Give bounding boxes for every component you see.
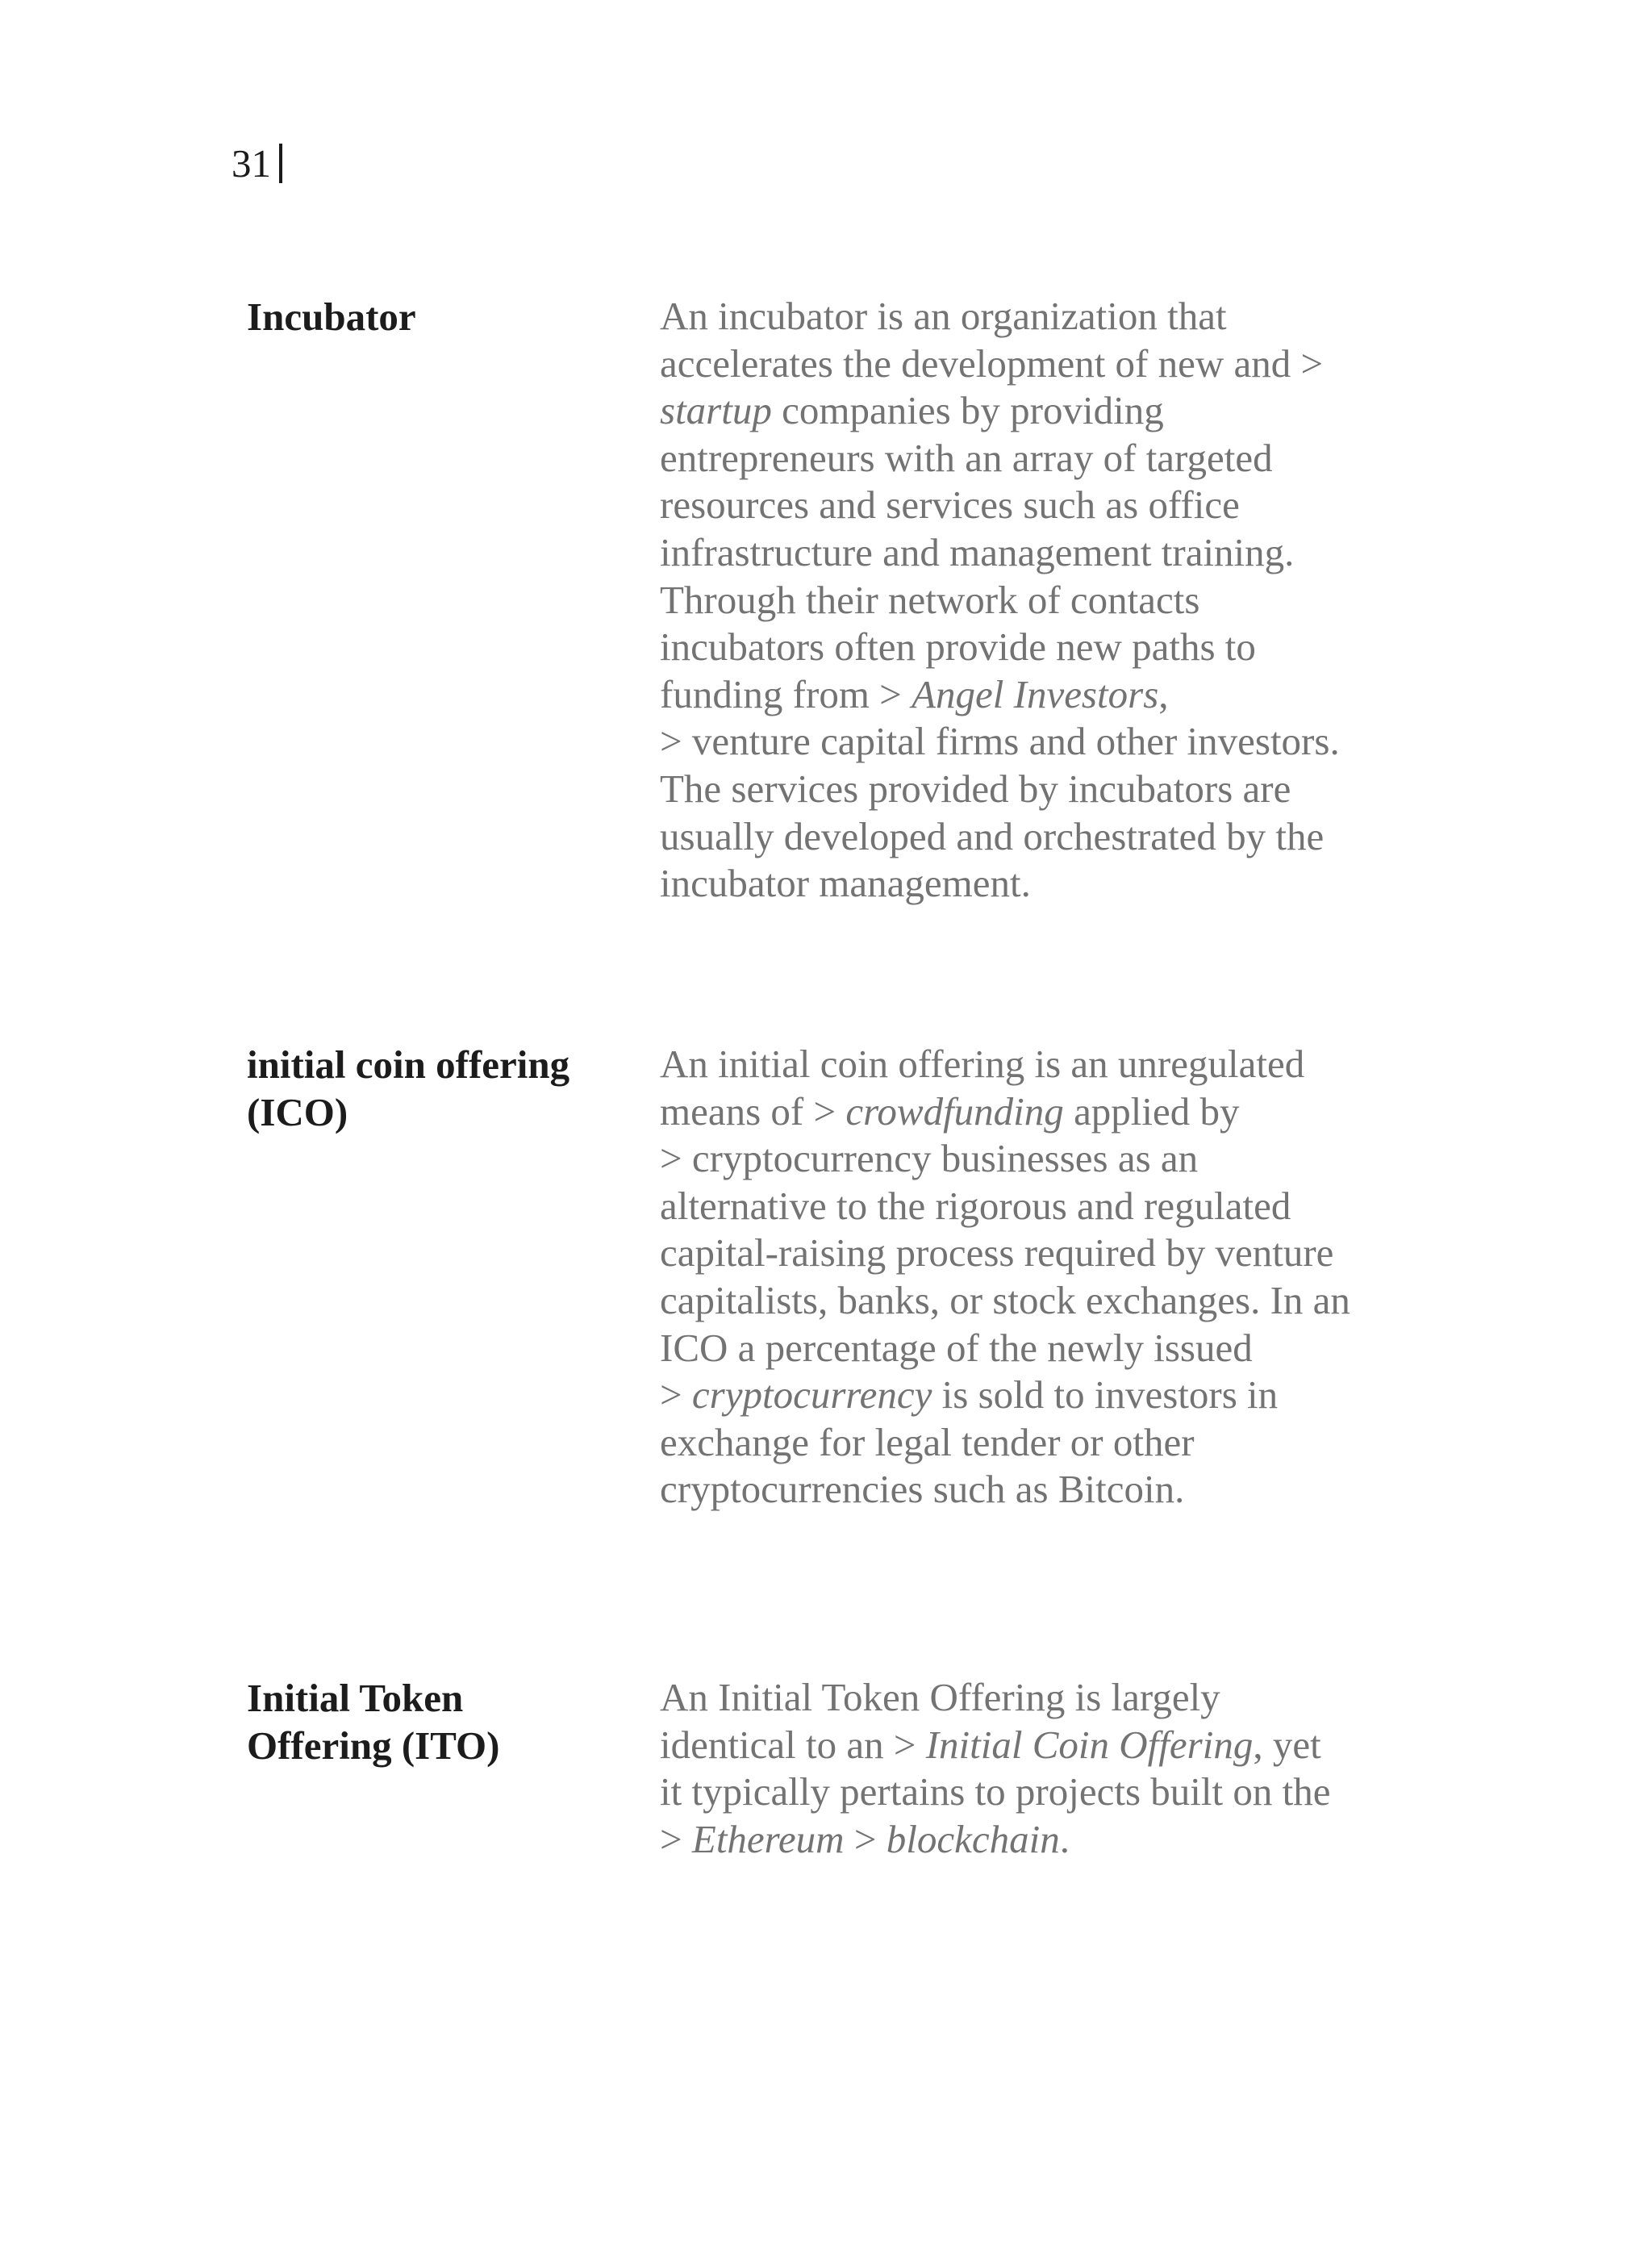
- definition-text: Through their network of contacts: [660, 577, 1200, 622]
- definition-text: >: [660, 1372, 692, 1418]
- definition-line: [660, 1816, 1410, 1864]
- cross-reference: Angel Investors: [912, 671, 1159, 716]
- glossary-term: [247, 1674, 618, 1769]
- definition-text: .: [1059, 1816, 1070, 1861]
- definition-line: [660, 671, 1410, 719]
- definition-text: ,: [1158, 671, 1169, 716]
- term-line: Incubator: [247, 294, 416, 339]
- definition-text: An Initial Token Offering is largely: [660, 1675, 1220, 1719]
- definition-text: accelerates the development of new and >: [660, 340, 1324, 386]
- definition-line: [660, 435, 1410, 482]
- definition-line: [660, 1041, 1410, 1088]
- definition-text: >: [844, 1816, 886, 1861]
- definition-line: [660, 1325, 1410, 1372]
- cross-reference: cryptocurrency: [691, 1372, 932, 1418]
- definition-text: capital-raising process required by venture: [660, 1230, 1334, 1276]
- definition-line: [660, 1135, 1410, 1183]
- term-line: Initial Token: [247, 1676, 464, 1720]
- definition-text: exchange for legal tender or other: [660, 1419, 1195, 1464]
- definition-text: > venture capital firms and other investors.: [660, 719, 1340, 764]
- definition-text: ICO a percentage of the newly issued: [660, 1325, 1253, 1370]
- definition-text: usually developed and orchestrated by the: [660, 813, 1325, 858]
- definition-text: means of >: [660, 1088, 846, 1134]
- definition-line: [660, 340, 1410, 388]
- definition-line: [660, 1183, 1410, 1230]
- glossary-term: [247, 1041, 618, 1136]
- definition-text: capitalists, banks, or stock exchanges. In an: [660, 1277, 1350, 1322]
- definition-text: identical to an >: [660, 1722, 926, 1767]
- cross-reference: blockchain: [886, 1816, 1060, 1861]
- definition-text: alternative to the rigorous and regulated: [660, 1183, 1291, 1228]
- definition-line: [660, 1230, 1410, 1277]
- cross-reference: Ethereum: [691, 1816, 845, 1861]
- definition-line: [660, 577, 1410, 624]
- definition-text: funding from >: [660, 671, 912, 716]
- definition-line: [660, 860, 1410, 908]
- definition-line: [660, 766, 1410, 813]
- definition-text: , yet: [1253, 1722, 1321, 1767]
- term-line: initial coin offering: [247, 1042, 570, 1087]
- definition-text: infrastructure and management training.: [660, 529, 1295, 574]
- definition-text: resources and services such as office: [660, 482, 1240, 528]
- definition-text: incubators often provide new paths to: [660, 624, 1256, 670]
- definition-line: [660, 718, 1410, 766]
- definition-line: [660, 1372, 1410, 1419]
- glossary-definition: [660, 1674, 1410, 1863]
- definition-text: An initial coin offering is an unregulated: [660, 1042, 1305, 1086]
- definition-line: [660, 1419, 1410, 1467]
- definition-line: [660, 529, 1410, 577]
- definition-line: [660, 1088, 1410, 1136]
- definition-text: entrepreneurs with an array of targeted: [660, 435, 1273, 480]
- definition-line: [660, 293, 1410, 340]
- definition-line: [660, 1769, 1410, 1816]
- definition-text: > cryptocurrency businesses as an: [660, 1136, 1199, 1181]
- definition-text: it typically pertains to projects built on the: [660, 1769, 1331, 1814]
- cross-reference: startup: [660, 388, 772, 433]
- definition-text: incubator management.: [660, 861, 1031, 906]
- cross-reference: Initial Coin Offering: [925, 1722, 1254, 1767]
- definition-text: is sold to investors in: [932, 1372, 1279, 1418]
- glossary-definition: [660, 293, 1410, 908]
- glossary-term: [247, 293, 618, 340]
- definition-text: The services provided by incubators are: [660, 766, 1291, 811]
- definition-line: [660, 1277, 1410, 1325]
- page-number: 31: [232, 144, 282, 183]
- definition-line: [660, 1466, 1410, 1514]
- definition-line: [660, 813, 1410, 861]
- definition-line: [660, 624, 1410, 671]
- cross-reference: crowdfunding: [845, 1088, 1064, 1134]
- definition-line: [660, 1722, 1410, 1769]
- definition-text: >: [660, 1816, 692, 1861]
- definition-text: cryptocurrencies such as Bitcoin.: [660, 1467, 1185, 1512]
- definition-text: An incubator is an organization that: [660, 294, 1227, 338]
- definition-text: applied by: [1063, 1088, 1240, 1134]
- term-line: Offering (ITO): [247, 1723, 500, 1768]
- definition-line: [660, 387, 1410, 435]
- definition-line: [660, 1674, 1410, 1722]
- definition-text: companies by providing: [771, 388, 1164, 433]
- glossary-definition: [660, 1041, 1410, 1514]
- definition-line: [660, 482, 1410, 529]
- term-line: (ICO): [247, 1090, 348, 1134]
